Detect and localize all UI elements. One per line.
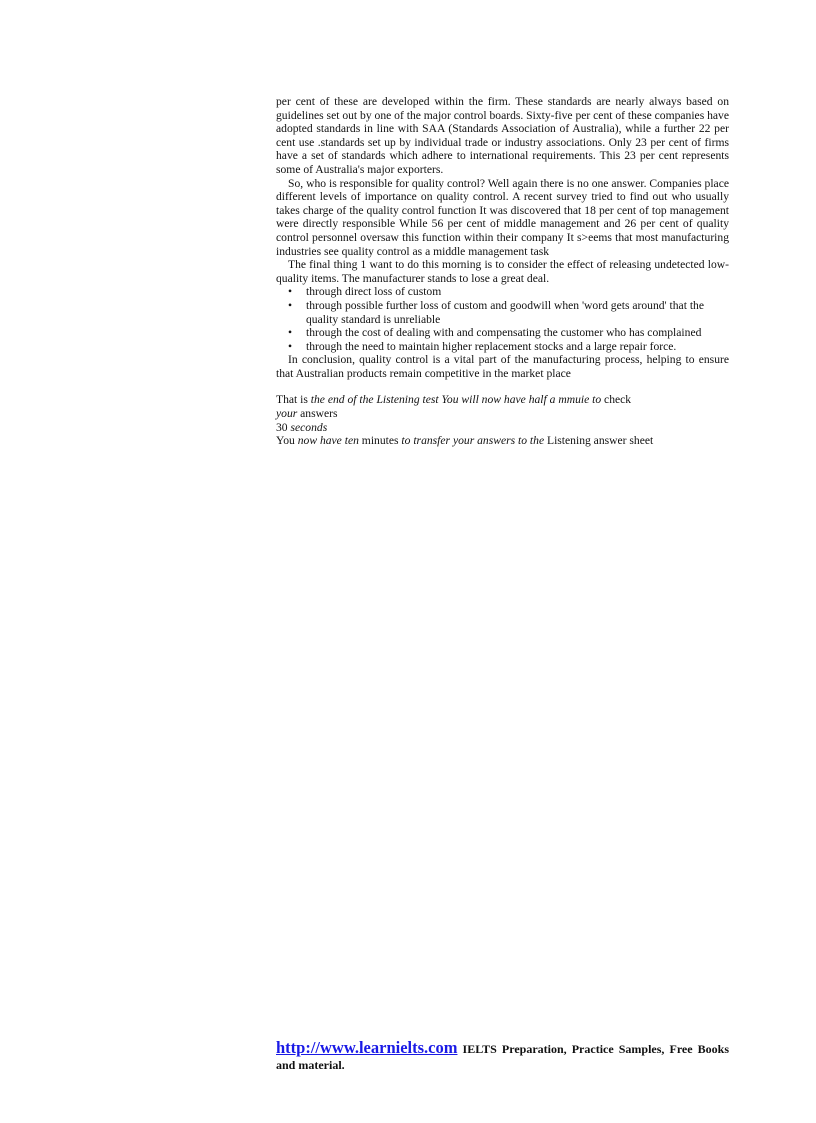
list-item-text: through the need to maintain higher replacement stocks and a large repair force. — [306, 339, 677, 353]
endnote-text: That is — [276, 393, 311, 407]
endnote-italic-text: your — [276, 407, 298, 421]
paragraph-responsibility: So, who is responsible for quality control? Well again there is no one answer. Companies place different levels of importance on quality control. A recent survey tried to find out who usually takes charge of the quality control function It was discovered that 18 per cent of top management were directly responsible While 56 per cent of middle management and 26 per cent of quality control personnel oversaw this function within their company It s>eems that most manufacturing industries see quality control as a middle management task — [276, 176, 729, 258]
document-body — [276, 95, 729, 448]
list-item — [276, 285, 729, 299]
endnote-italic-text: now have ten — [297, 434, 359, 448]
list-item-text: through the cost of dealing with and compensating the customer who has complained — [306, 326, 702, 340]
list-item-text: through possible further loss of custom and goodwill when 'word gets around' that the quality standard is unreliable — [306, 298, 704, 326]
endnote-italic-text: to transfer your answers to the — [401, 434, 545, 448]
endnote-italic-text: seconds — [290, 420, 328, 434]
list-item-text: through direct loss of custom — [306, 285, 442, 299]
endnote-text: Listening answer sheet — [544, 434, 654, 448]
bullet-icon: • — [288, 285, 293, 299]
loss-bullet-list — [276, 285, 729, 353]
bullet-icon: • — [288, 298, 293, 312]
endnote-text: You — [276, 434, 298, 448]
paragraph-low-quality: The final thing 1 want to do this morning is to consider the effect of releasing undetected low-quality items. The manufacturer stands to lose a great deal. — [276, 258, 729, 285]
paragraph-conclusion: In conclusion, quality control is a vital part of the manufacturing process, helping to ensure that Australian products remain competitive in the market place — [276, 353, 729, 380]
list-item — [276, 299, 729, 326]
list-item — [276, 340, 729, 354]
endnote-text: check — [601, 393, 632, 407]
endnote-text: answers — [297, 407, 338, 421]
bullet-icon: • — [288, 339, 293, 353]
list-item — [276, 326, 729, 340]
pause-line — [276, 421, 729, 435]
paragraph-standards: per cent of these are developed within the firm. These standards are nearly always based on guidelines set out by one of the major control boards. Sixty-five per cent of these companies have adopted standards in line with SAA (Standards Association of Australia), while a further 22 per cent use .standards set up by individual trade or industry associations. Only 23 per cent of firms have a set of standards which adhere to international requirements. This 23 per cent represents some of Australia's major exporters. — [276, 95, 729, 176]
endnote-text: minutes — [358, 434, 402, 448]
bullet-icon: • — [288, 326, 293, 340]
footer-text: IELTS Preparation, Practice Samples, Free Books and material. — [276, 1042, 729, 1072]
end-of-test-line — [276, 393, 729, 420]
website-link[interactable]: http://www.learnielts.com — [276, 1038, 458, 1057]
transfer-answers-line — [276, 434, 729, 448]
endnote-italic-text: the end of the Listening test You will now have half a mmuie to — [310, 393, 602, 407]
page-footer — [276, 1040, 729, 1073]
endnote-text: 30 — [276, 420, 291, 434]
spacer — [276, 380, 729, 393]
